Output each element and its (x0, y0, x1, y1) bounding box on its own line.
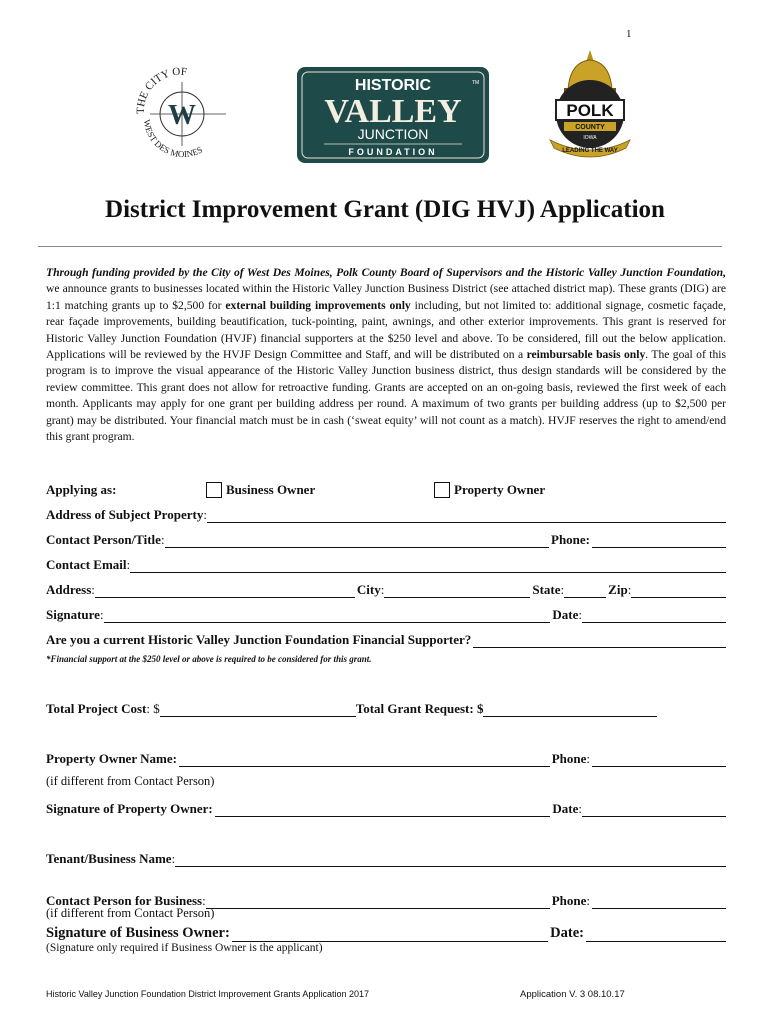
svg-text:W: W (168, 100, 196, 131)
address-subject-row (46, 503, 726, 523)
svg-text:HISTORIC: HISTORIC (354, 77, 432, 94)
signature-property-owner-row (46, 797, 726, 817)
page-title: District Improvement Grant (DIG HVJ) Application (105, 196, 665, 223)
footer-right: Application V. 3 08.10.17 (520, 989, 625, 1000)
signature-business-owner-field[interactable] (232, 928, 548, 942)
colon: : (202, 893, 206, 908)
contact-email-label: Contact Email (46, 557, 127, 572)
colon: : (627, 582, 632, 597)
date-label: Date (552, 607, 579, 622)
state-field[interactable] (564, 584, 606, 598)
signature-property-owner-label: Signature of Property Owner: (46, 801, 213, 816)
city-field[interactable] (384, 584, 530, 598)
business-owner-date-field[interactable] (586, 928, 726, 942)
total-project-cost-label: Total Project Cost (46, 701, 147, 716)
business-owner-label: Business Owner (226, 482, 316, 497)
signature-field[interactable] (104, 609, 551, 623)
date-label-3: Date: (550, 925, 584, 941)
address-row (46, 578, 726, 598)
title-divider (38, 246, 722, 247)
tenant-business-row (46, 847, 726, 867)
colon: : (146, 701, 150, 716)
property-owner-date-field[interactable] (582, 803, 726, 817)
colon: : (160, 532, 165, 547)
business-phone-field[interactable] (592, 895, 726, 909)
intro-paragraph (46, 265, 726, 445)
tenant-business-name-field[interactable] (175, 853, 726, 867)
phone-field[interactable] (592, 534, 726, 548)
colon: : (99, 607, 104, 622)
page-number: 1 (626, 28, 632, 40)
contact-email-field[interactable] (130, 559, 726, 573)
applying-as-label: Applying as: (46, 482, 117, 497)
intro-bold-1: external building improvements only (225, 298, 411, 312)
svg-text:POLK: POLK (566, 101, 614, 120)
zip-label: Zip (608, 582, 628, 597)
intro-text-3: . The goal of this program is to improve the visual appearance of the Historic Valley Junction business district, thus design standards will be considered by the review committee. This grant does not allow for retroactive funding. Grants are accepted on an on-going basis, reviewed the first week of each month. Applicants may apply for one grant per building address per round. A maximum of two grants per building address (up to $2,500 per grant) may be distributed. Your financial match must be in cash (‘sweat equity’ will not count as a match). HVJF reserves the right to amend/end this grant program. (46, 348, 726, 444)
footer-left: Historic Valley Junction Foundation District Improvement Grants Application 2017 (46, 989, 369, 999)
address-subject-label: Address of Subject Property (46, 507, 204, 522)
intro-text-1: we announce grants to businesses located within the Historic Valley Junction Business District (see attached district map). These grants (DIG) are 1:1 matching grants up to $2,500 for (46, 282, 726, 312)
financial-supporter-field[interactable] (473, 634, 726, 648)
business-owner-checkbox[interactable] (206, 482, 222, 498)
svg-text:IOWA: IOWA (583, 135, 597, 141)
contact-person-business-field[interactable] (206, 895, 550, 909)
state-label: State (532, 582, 561, 597)
svg-text:COUNTY: COUNTY (575, 124, 605, 131)
if-different-note: (if different from Contact Person) (46, 774, 215, 788)
phone-label-2: Phone (551, 751, 587, 766)
zip-field[interactable] (631, 584, 726, 598)
svg-text:JUNCTION: JUNCTION (357, 126, 429, 142)
colon: : (578, 607, 582, 622)
colon: : (586, 893, 590, 908)
property-owner-name-label: Property Owner Name: (46, 751, 177, 766)
contact-person-title-field[interactable] (165, 534, 549, 548)
property-owner-checkbox[interactable] (434, 482, 450, 498)
colon: : (560, 582, 565, 597)
contact-person-row (46, 528, 726, 548)
city-label: City (356, 582, 381, 597)
colon: : (203, 507, 207, 522)
signature-business-owner-row (46, 922, 726, 942)
phone-label: Phone: (551, 532, 590, 547)
property-owner-label: Property Owner (454, 482, 546, 497)
signature-label: Signature (46, 607, 100, 622)
if-different-note-2: (if different from Contact Person) (46, 906, 215, 920)
svg-text:TM: TM (472, 80, 480, 86)
svg-text:FOUNDATION: FOUNDATION (348, 147, 438, 157)
address-field[interactable] (95, 584, 355, 598)
svg-text:LEADING THE WAY: LEADING THE WAY (562, 148, 618, 154)
intro-italic-lead: Through funding provided by the City of West Des Moines, Polk County Board of Supervisors and the Historic Valley Junction Foundation, (46, 266, 726, 279)
address-label: Address (46, 582, 92, 597)
colon: : (171, 851, 176, 866)
date-field[interactable] (582, 609, 726, 623)
signature-note: (Signature only required if Business Owner is the applicant) (46, 942, 323, 954)
signature-property-owner-field[interactable] (215, 803, 551, 817)
city-of-west-des-moines-logo (130, 58, 230, 168)
colon: : (578, 801, 582, 816)
polk-county-logo (540, 48, 640, 168)
signature-row (46, 603, 726, 623)
colon: : (91, 582, 95, 597)
phone-label-3: Phone (551, 893, 587, 908)
svg-text:THE CITY OF: THE CITY OF (134, 65, 188, 115)
property-owner-name-field[interactable] (179, 753, 550, 767)
svg-text:WEST DES MOINES: WEST DES MOINES (141, 118, 205, 160)
contact-person-business-label: Contact Person for Business (46, 893, 203, 908)
contact-email-row (46, 553, 726, 573)
contact-person-title-label: Contact Person/Title (46, 532, 161, 547)
total-project-cost-field[interactable] (160, 703, 356, 717)
dollar-sign: $ (153, 701, 160, 716)
intro-bold-2: reimbursable basis only (526, 348, 646, 362)
financial-support-note: *Financial support at the $250 level or above is required to be considered for this grant. (46, 654, 372, 664)
colon: : (586, 751, 590, 766)
svg-text:VALLEY: VALLEY (324, 93, 462, 130)
total-grant-request-field[interactable] (483, 703, 657, 717)
total-grant-request-label: Total Grant Request: $ (355, 701, 484, 716)
financial-supporter-row (46, 628, 726, 648)
property-owner-name-row (46, 747, 726, 767)
signature-business-owner-label: Signature of Business Owner: (46, 925, 230, 941)
financial-supporter-question: Are you a current Historic Valley Junction Foundation Financial Supporter? (46, 632, 472, 647)
intro-text-2: including, but not limited to: additional signage, cosmetic façade, rear façade improvements, building beautification, tuck-pointing, paint, awnings, and other exterior improvements. This grant is reserved for Historic Valley Junction Foundation (HVJF) financial supporters at the $250 level and above. To be considered, fill out the below application. Applications will be reviewed by the HVJF Design Committee and Staff, and will be distributed on a (46, 298, 727, 362)
totals-row (46, 697, 726, 717)
property-owner-phone-field[interactable] (592, 753, 726, 767)
colon: : (126, 557, 131, 572)
colon: : (380, 582, 385, 597)
applying-as-row (46, 478, 726, 498)
date-label-2: Date (552, 801, 579, 816)
tenant-business-name-label: Tenant/Business Name (46, 851, 172, 866)
address-subject-field[interactable] (207, 509, 726, 523)
historic-valley-junction-foundation-logo (296, 66, 490, 164)
